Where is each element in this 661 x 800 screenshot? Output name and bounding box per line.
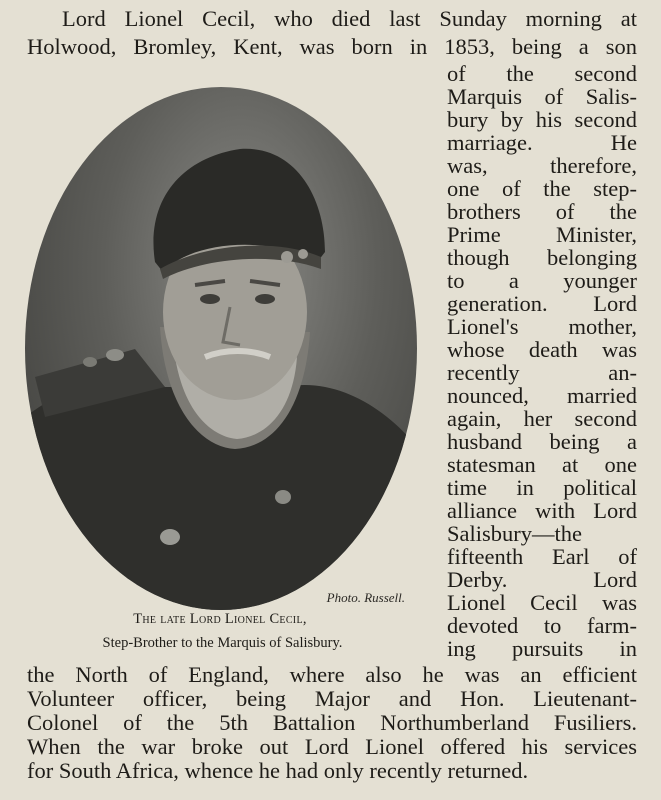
portrait-illustration bbox=[25, 87, 417, 610]
article-column-line: brothers of the bbox=[447, 199, 637, 224]
article-column-line: time in political bbox=[447, 475, 637, 500]
article-column-line: nounced, married bbox=[447, 383, 637, 408]
article-column-line: was, therefore, bbox=[447, 153, 637, 178]
article-column-line: to a younger bbox=[447, 268, 637, 293]
article-column-line: one of the step- bbox=[447, 176, 637, 201]
caption-title: The late Lord Lionel Cecil, bbox=[133, 611, 307, 627]
article-column-line: alliance with Lord bbox=[447, 498, 637, 523]
caption-subtitle: Step-Brother to the Marquis of Salisbury. bbox=[102, 635, 343, 651]
article-line: the North of England, where also he was an efficient bbox=[27, 662, 637, 687]
article-column-line: husband being a bbox=[447, 429, 637, 454]
article-column-line: generation. Lord bbox=[447, 291, 637, 316]
article-column-line: again, her second bbox=[447, 406, 637, 431]
article-column-line: marriage. He bbox=[447, 130, 637, 155]
portrait-photo bbox=[25, 87, 417, 610]
article-column-line: recently an- bbox=[447, 360, 637, 385]
article-column-line: of the second bbox=[447, 61, 637, 86]
article-column-line: Prime Minister, bbox=[447, 222, 637, 247]
article-column-line: though belonging bbox=[447, 245, 637, 270]
article-line: Colonel of the 5th Battalion Northumberland Fusiliers. bbox=[27, 710, 637, 735]
article-column-line: Lionel Cecil was bbox=[447, 590, 637, 615]
article-column-line: statesman at one bbox=[447, 452, 637, 477]
article-column-line: whose death was bbox=[447, 337, 637, 362]
article-column-line: Marquis of Salis- bbox=[447, 84, 637, 109]
article-line: Lord Lionel Cecil, who died last Sunday morning at bbox=[62, 6, 637, 31]
article-column-line: Lionel's mother, bbox=[447, 314, 637, 339]
article-column-line: fifteenth Earl of bbox=[447, 544, 637, 569]
article-column-line: Salisbury—the bbox=[447, 521, 582, 546]
photo-credit: Photo. Russell. bbox=[326, 590, 405, 605]
article-column-line: devoted to farm- bbox=[447, 613, 637, 638]
article-column-line: Derby. Lord bbox=[447, 567, 637, 592]
article-column-line: bury by his second bbox=[447, 107, 637, 132]
article-line: for South Africa, whence he had only recently returned. bbox=[27, 758, 529, 783]
article-line: Volunteer officer, being Major and Hon. Lieutenant- bbox=[27, 686, 637, 711]
article-column-line: ing pursuits in bbox=[447, 636, 637, 661]
article-line: When the war broke out Lord Lionel offered his services bbox=[27, 734, 637, 759]
article-line: Holwood, Bromley, Kent, was born in 1853, being a son bbox=[27, 34, 637, 59]
